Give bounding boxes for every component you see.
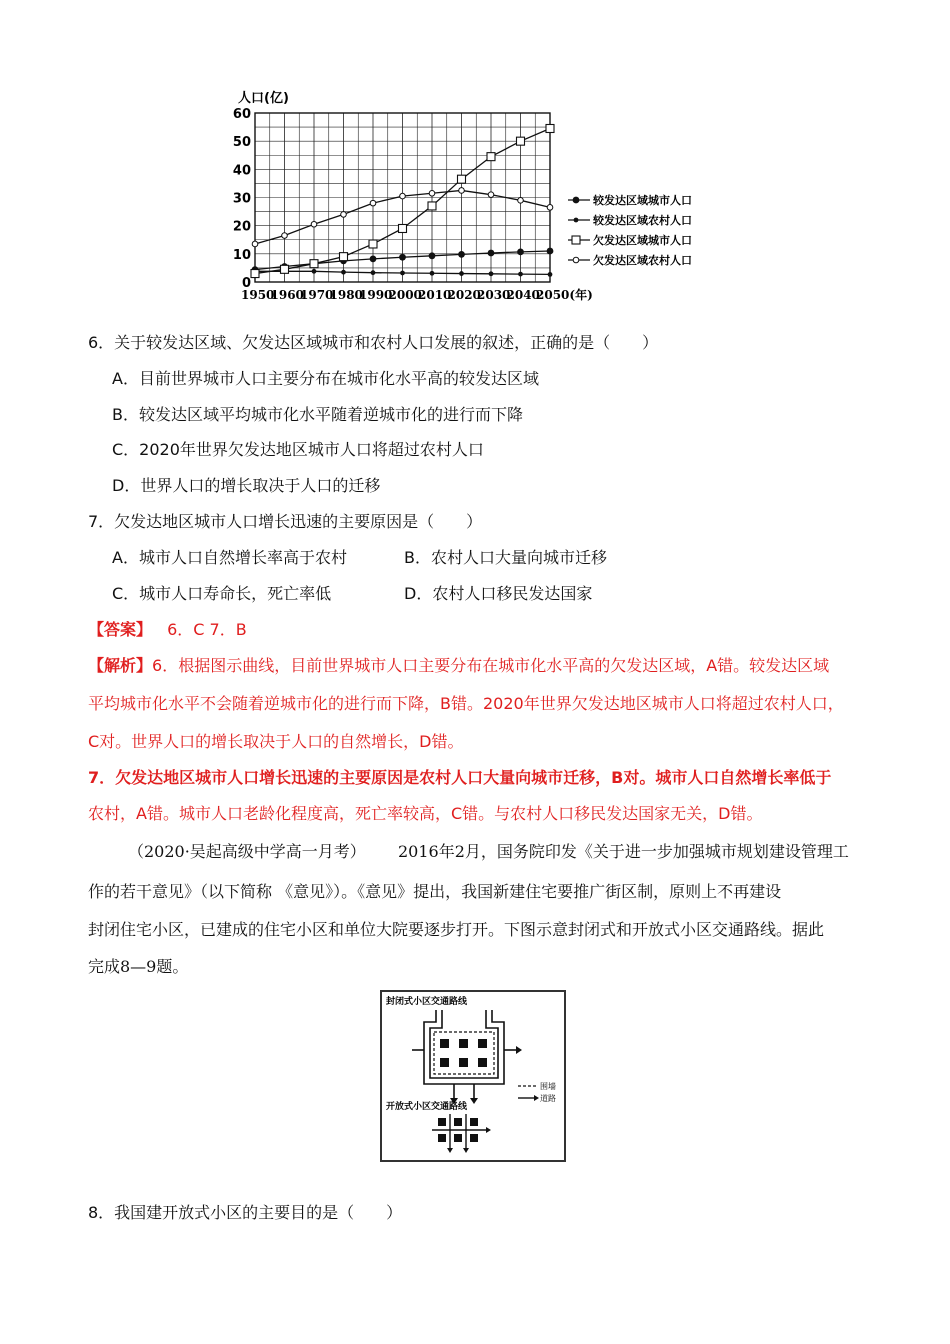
data-point — [429, 190, 435, 196]
q6-option-c[interactable]: C．2020年世界欠发达地区城市人口将超过农村人口 — [112, 440, 484, 459]
analysis-text-1: 6．根据图示曲线，目前世界城市人口主要分布在城市化水平高的欠发达区域，A错。较发达区域 — [152, 656, 830, 675]
data-point — [546, 124, 554, 132]
legend-label: 较发达区域农村人口 — [593, 214, 692, 227]
data-point — [488, 250, 495, 257]
legend-marker — [574, 218, 579, 223]
data-point — [371, 270, 376, 275]
passage-source: （2020·吴起高级中学高一月考） — [128, 842, 366, 861]
data-point — [459, 188, 465, 194]
answer-tag: 【答案】 — [88, 620, 153, 639]
x-tick-label: 2030 — [477, 288, 511, 302]
data-point — [369, 240, 377, 248]
data-point — [311, 221, 317, 227]
q6-option-a[interactable]: A．目前世界城市人口主要分布在城市化水平高的较发达区域 — [112, 369, 539, 388]
q7-option-c[interactable]: C．城市人口寿命长，死亡率低 — [112, 584, 332, 603]
data-point — [252, 241, 258, 247]
x-tick-label: 1950 — [241, 288, 275, 302]
y-tick-label: 50 — [232, 135, 251, 151]
population-line-chart — [222, 88, 722, 303]
y-tick-label: 0 — [241, 276, 251, 291]
data-point — [310, 260, 318, 268]
analysis-line-1 — [88, 654, 829, 678]
data-point — [458, 175, 466, 183]
x-tick-label: 1970 — [300, 288, 334, 302]
data-point — [489, 271, 494, 276]
data-point — [547, 248, 554, 255]
analysis-line-3: C对。世界人口的增长取决于人口的自然增长，D错。 — [88, 732, 464, 751]
y-tick-labels — [233, 107, 251, 291]
data-point — [399, 224, 407, 232]
data-point — [459, 271, 464, 276]
open-community-title: 开放式小区交通路线 — [386, 1102, 468, 1112]
chart-legend — [568, 193, 692, 267]
data-point — [281, 265, 289, 273]
legend-marker — [573, 257, 579, 263]
data-point — [400, 271, 405, 276]
legend-label: 欠发达区域农村人口 — [593, 254, 692, 267]
answer-text: 6．C 7．B — [167, 620, 247, 639]
data-point — [312, 269, 317, 274]
x-tick-labels — [241, 287, 593, 302]
legend-label: 欠发达区域城市人口 — [593, 234, 692, 247]
legend-marker — [573, 197, 580, 204]
analysis-line-2: 平均城市化水平不会随着逆城市化的进行而下降，B错。2020年世界欠发达地区城市人口将超过农村人口， — [88, 694, 844, 713]
data-point — [428, 202, 436, 210]
x-tick-label: 2020 — [447, 288, 481, 302]
legend-wall-label: 围墙 — [540, 1082, 556, 1091]
q7-option-d[interactable]: D．农村人口移民发达国家 — [404, 584, 593, 603]
x-tick-label: 1980 — [329, 288, 363, 302]
figure-legend — [518, 1081, 556, 1103]
data-point — [547, 205, 553, 211]
y-axis-label: 人口(亿) — [238, 91, 289, 106]
data-point — [341, 212, 347, 218]
data-point — [488, 192, 494, 198]
passage-line-4: 完成8—9题。 — [88, 957, 189, 976]
q7-option-b[interactable]: B．农村人口大量向城市迁移 — [404, 548, 607, 567]
data-point — [370, 200, 376, 206]
legend-label: 较发达区域城市人口 — [593, 194, 692, 207]
data-point — [370, 256, 377, 263]
data-point — [518, 198, 524, 204]
analysis-line-5: 农村，A错。城市人口老龄化程度高，死亡率较高，C错。与农村人口移民发达国家无关，D错。 — [88, 804, 763, 823]
closed-community-diagram — [412, 1010, 522, 1104]
legend-marker — [572, 236, 580, 244]
q7-option-a[interactable]: A．城市人口自然增长率高于农村 — [112, 548, 347, 567]
data-point — [429, 252, 436, 259]
passage-line-3: 封闭住宅小区，已建成的住宅小区和单位大院要逐步打开。下图示意封闭式和开放式小区交通路线。据此 — [88, 920, 825, 939]
x-tick-label: 2050(年) — [536, 288, 593, 302]
x-tick-label: 1990 — [359, 288, 393, 302]
legend-road-label: 道路 — [540, 1094, 556, 1103]
q6-stem: 6．关于较发达区域、欠发达区域城市和农村人口发展的叙述，正确的是（ ） — [88, 333, 659, 352]
data-point — [430, 271, 435, 276]
data-point — [548, 272, 553, 277]
data-point — [399, 254, 406, 261]
y-tick-label: 10 — [232, 247, 251, 263]
data-point — [487, 153, 495, 161]
data-point — [340, 253, 348, 261]
data-point — [458, 251, 465, 258]
y-tick-label: 40 — [232, 163, 251, 179]
analysis-line-4: 7．欠发达地区城市人口增长迅速的主要原因是农村人口大量向城市迁移，B对。城市人口自然增长率低于 — [88, 768, 832, 787]
y-tick-label: 30 — [232, 191, 251, 207]
data-point — [251, 270, 259, 278]
data-point — [518, 272, 523, 277]
passage-line-2: 作的若干意见》（以下简称 《意见》）。《意见》提出，我国新建住宅要推广街区制，原则上不再建设 — [88, 882, 782, 901]
q6-option-d[interactable]: D．世界人口的增长取决于人口的迁移 — [112, 476, 381, 495]
community-route-diagram — [382, 992, 564, 1160]
answer-line — [88, 618, 247, 642]
passage-line-1: 2016年2月，国务院印发《关于进一步加强城市规划建设管理工 — [398, 842, 849, 861]
y-tick-label: 20 — [232, 219, 251, 235]
x-tick-label: 2000 — [388, 288, 422, 302]
analysis-tag: 【解析】 — [88, 656, 153, 675]
data-point — [517, 248, 524, 255]
x-tick-label: 2010 — [418, 288, 452, 302]
data-point — [400, 193, 406, 199]
q6-option-b[interactable]: B．较发达区域平均城市化水平随着逆城市化的进行而下降 — [112, 405, 523, 424]
data-point — [341, 270, 346, 275]
q8-stem: 8．我国建开放式小区的主要目的是（ ） — [88, 1203, 403, 1222]
data-point — [282, 233, 288, 239]
closed-community-title: 封闭式小区交通路线 — [386, 997, 468, 1007]
community-route-figure — [380, 990, 566, 1162]
data-point — [517, 137, 525, 145]
open-community-diagram — [432, 1114, 491, 1153]
x-tick-label: 2040 — [506, 288, 540, 302]
y-tick-label: 60 — [232, 107, 251, 122]
x-tick-label: 1960 — [270, 288, 304, 302]
q7-stem: 7．欠发达地区城市人口增长迅速的主要原因是（ ） — [88, 512, 483, 531]
